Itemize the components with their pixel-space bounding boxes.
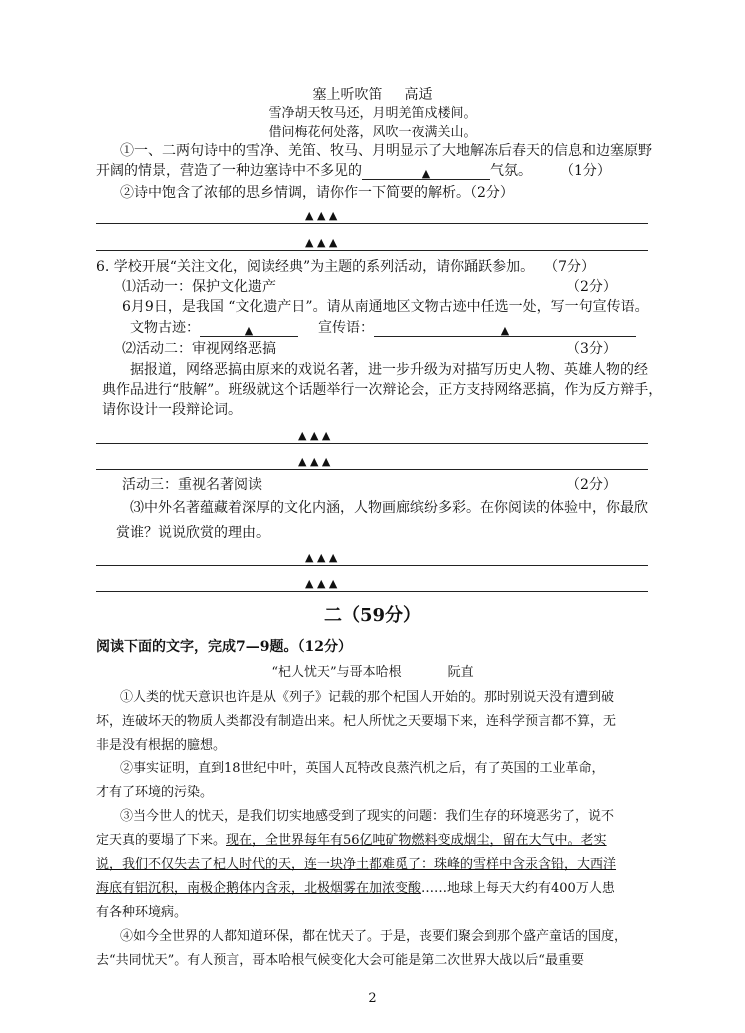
underlined-text: 珠峰的雪样中含汞含铅，大西洋 bbox=[434, 857, 617, 872]
score-label: （1分） bbox=[560, 163, 611, 179]
poem-author: 高适 bbox=[404, 87, 433, 103]
answer-blank[interactable] bbox=[362, 164, 490, 180]
answer-line[interactable] bbox=[96, 591, 648, 592]
paragraph-3-line-5: 有各种环境病。 bbox=[96, 905, 188, 920]
section-2-heading: 二（59分） bbox=[323, 605, 422, 626]
question-6-text: 6. 学校开展“关注文化，阅读经典”为主题的系列活动，请你踊跃参加。 bbox=[96, 259, 535, 275]
site-label: 文物古迹： bbox=[130, 320, 200, 336]
answer-marks: ▲ ▲ ▲ bbox=[298, 455, 331, 468]
answer-marks: ▲ ▲ ▲ bbox=[305, 577, 338, 590]
underlined-text: 海底有铝沉积，南极企鹅体内含汞，北极烟雾在加浓变酸 bbox=[96, 881, 422, 896]
activity-2-title: ⑵活动二：审视网络恶搞 bbox=[122, 341, 276, 357]
underlined-text: 现在，全世界每年有56亿吨矿物燃料变成烟尘，留在大气中。老实 bbox=[226, 833, 607, 848]
question-poem-2: ②诗中饱含了浓郁的思乡情调，请你作一下简要的解析。（2分） bbox=[120, 185, 514, 201]
activity-2-score: （3分） bbox=[566, 341, 617, 357]
paragraph-3-line-4 bbox=[96, 880, 615, 898]
poem-title-line bbox=[0, 86, 745, 104]
poem-line-2: 借问梅花何处落，风吹一夜满关山。 bbox=[268, 125, 477, 140]
question-poem-1-line-1: ①一、二两句诗中的雪净、羌笛、牧马、月明显示了大地解冻后春天的信息和边塞原野 bbox=[120, 143, 652, 159]
paragraph-4-line-1: ④如今全世界的人都知道环保，都在忧天了。于是，丧要们聚会到那个盛产童话的国度， bbox=[120, 929, 628, 944]
site-blank[interactable] bbox=[200, 321, 298, 337]
activity-3-line-2: 赏谁？说说欣赏的理由。 bbox=[116, 525, 270, 541]
answer-marks: ▲ ▲ ▲ bbox=[298, 429, 331, 442]
paragraph-3-text: ……地球上每天大约有400万人患 bbox=[421, 881, 615, 896]
activity-1-score: （2分） bbox=[566, 279, 617, 295]
activity-1-fields bbox=[130, 319, 636, 337]
reading-instruction: 阅读下面的文字，完成7—9题。（12分） bbox=[96, 639, 352, 655]
answer-line[interactable] bbox=[96, 565, 648, 566]
score-label: （7分） bbox=[544, 259, 596, 275]
paragraph-3-text: 定天真的要塌了下来。 bbox=[96, 833, 227, 848]
answer-line[interactable] bbox=[96, 469, 648, 470]
paragraph-4-line-2: 去“共同忧天”。有人预言，哥本哈根气候变化大会可能是第二次世界大战以后“最重要 bbox=[96, 953, 584, 968]
article-author: 阮直 bbox=[447, 665, 474, 680]
triangle-marker: ▲ bbox=[244, 324, 254, 337]
article-title-line bbox=[0, 664, 745, 682]
paragraph-2-line-2: 才有了环境的污染。 bbox=[96, 785, 214, 800]
triangle-marker: ▲ bbox=[421, 167, 431, 180]
paragraph-3-line-1: ③当今世人的忧天，是我们切实地感受到了现实的问题：我们生存的环境恶劣了，说不 bbox=[120, 809, 615, 824]
activity-1-title: ⑴活动一：保护文化遗产 bbox=[122, 279, 276, 295]
paragraph-3-line-2 bbox=[96, 832, 607, 850]
underlined-text: 说，我们不仅失去了杞人时代的天，连一块净土都难觅了： bbox=[96, 857, 435, 872]
paragraph-1-line-1: ①人类的忧天意识也许是从《列子》记载的那个杞国人开始的。那时别说天没有遭到破 bbox=[120, 690, 615, 705]
activity-3-line-1: ⑶中外名著蕴藏着深厚的文化内涵，人物画廊缤纷多彩。在你阅读的体验中，你最欣 bbox=[130, 500, 648, 516]
activity-2-line-3: 请你设计一段辩论词。 bbox=[102, 402, 242, 418]
answer-marks: ▲ ▲ ▲ bbox=[305, 236, 338, 249]
slogan-blank[interactable] bbox=[374, 321, 636, 337]
paragraph-1-line-2: 坏，连破坏天的物质人类都没有制造出来。杞人所忧之天要塌下来，连科学预言都不算，无 bbox=[96, 714, 617, 729]
activity-2-line-2: 典作品进行“肢解”。班级就这个话题举行一次辩论会，正方支持网络恶搞，作为反方辩手， bbox=[102, 382, 663, 398]
paragraph-2-line-1: ②事实证明，直到18世纪中叶，英国人瓦特改良蒸汽机之后，有了英国的工业革命， bbox=[120, 761, 605, 776]
slogan-label: 宣传语： bbox=[318, 320, 374, 336]
activity-3-score: （2分） bbox=[566, 477, 617, 493]
answer-line[interactable] bbox=[96, 250, 648, 251]
question-6-stem bbox=[96, 258, 595, 276]
poem-title: 塞上听吹笛 bbox=[312, 87, 383, 103]
question-poem-1-line-2 bbox=[96, 162, 611, 180]
poem-line-1: 雪净胡天牧马还，月明羌笛戍楼间。 bbox=[268, 106, 477, 121]
paragraph-3-line-3 bbox=[96, 856, 616, 874]
triangle-marker: ▲ bbox=[500, 324, 510, 337]
answer-marks: ▲ ▲ ▲ bbox=[305, 551, 338, 564]
page-number: 2 bbox=[368, 991, 377, 1006]
activity-3-title: 活动三：重视名著阅读 bbox=[122, 477, 262, 493]
activity-2-line-1: 据报道，网络恶搞由原来的戏说名著，进一步升级为对描写历史人物、英雄人物的经 bbox=[130, 362, 648, 378]
question-poem-1-text: 开阔的情景，营造了一种边塞诗中不多见的 bbox=[96, 163, 362, 179]
answer-marks: ▲ ▲ ▲ bbox=[305, 209, 338, 222]
article-title: “杞人忧天”与哥本哈根 bbox=[271, 665, 402, 680]
answer-line[interactable] bbox=[96, 223, 648, 224]
answer-line[interactable] bbox=[96, 443, 648, 444]
question-poem-1-end: 气氛。 bbox=[490, 163, 532, 179]
paragraph-1-line-3: 非是没有根据的臆想。 bbox=[96, 738, 227, 753]
activity-1-text: 6月9日，是我国 “文化遗产日”。请从南通地区文物古迹中任选一处，写一句宣传语。 bbox=[122, 299, 649, 315]
